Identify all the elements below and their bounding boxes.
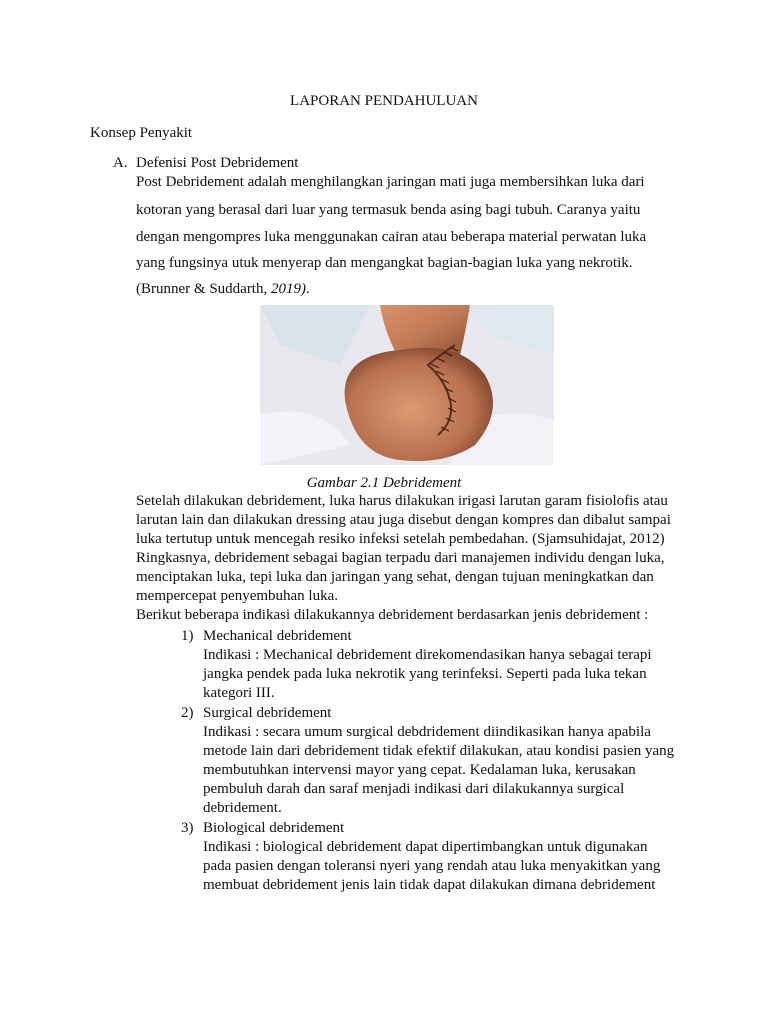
list-item-line: metode lain dari debridement tidak efektif dilakukan, atau kondisi pasien yang: [203, 743, 675, 759]
paragraph-line: Setelah dilakukan debridement, luka harus dilakukan irigasi larutan garam fisiolofis atau: [136, 493, 668, 509]
section-heading: Konsep Penyakit: [90, 125, 193, 141]
list-item-line: Indikasi : secara umum surgical debdridement diindikasikan hanya apabila: [203, 724, 651, 740]
list-item-line: pembuluh darah dan saraf menjadi indikasi dari dilakukannya surgical: [203, 781, 625, 797]
debridement-photo-illustration: [260, 305, 554, 465]
list-item-line: membuat debridement jenis lain tidak dapat dilakukan dimana debridement: [203, 877, 656, 893]
definition-line: kotoran yang berasal dari luar yang termasuk benda asing bagi tubuh. Caranya yaitu: [136, 202, 641, 218]
citation-year: 2019): [270, 281, 306, 297]
paragraph-line: Berikut beberapa indikasi dilakukannya debridement berdasarkan jenis debridement :: [136, 607, 649, 623]
list-item-line: jangka pendek pada luka nekrotik yang terinfeksi. Seperti pada luka tekan: [203, 666, 647, 682]
list-item-marker: 1): [181, 628, 194, 644]
list-item-line: membutuhkan intervensi mayor yang cepat. Kedalaman luka, kerusakan: [203, 762, 636, 778]
paragraph-line: larutan lain dan dilakukan dressing atau juga disebut dengan kompres dan dibalut sampai: [136, 512, 671, 528]
list-item-title: Biological debridement: [203, 820, 345, 836]
list-item-title: Mechanical debridement: [203, 628, 352, 644]
list-item-line: Indikasi : biological debridement dapat dipertimbangkan untuk digunakan: [203, 839, 648, 855]
subsection-title: Defenisi Post Debridement: [136, 155, 299, 171]
citation-end: .: [305, 281, 310, 297]
subsection-marker: A.: [113, 155, 128, 171]
definition-line: yang fungsinya utuk menyerap dan mengangkat bagian-bagian luka yang nekrotik.: [136, 255, 633, 271]
definition-line: dengan mengompres luka menggunakan cairan atau beberapa material perwatan luka: [136, 229, 647, 245]
list-item-line: kategori III.: [203, 685, 275, 701]
list-item-line: Indikasi : Mechanical debridement direkomendasikan hanya sebagai terapi: [203, 647, 652, 663]
citation: [136, 280, 310, 298]
list-item-line: debridement.: [203, 800, 282, 816]
list-item-marker: 2): [181, 705, 194, 721]
figure-caption: Gambar 2.1 Debridement: [306, 475, 462, 491]
list-item-marker: 3): [181, 820, 194, 836]
definition-line: Post Debridement adalah menghilangkan jaringan mati juga membersihkan luka dari: [136, 174, 645, 190]
paragraph-line: mempercepat penyembuhan luka.: [136, 588, 339, 604]
paragraph-line: menciptakan luka, tepi luka dan jaringan yang sehat, dengan tujuan meningkatkan dan: [136, 569, 654, 585]
citation-author: (Brunner & Suddarth,: [136, 281, 271, 297]
debridement-photo: [260, 305, 554, 465]
list-item-title: Surgical debridement: [203, 705, 332, 721]
paragraph-line: luka tertutup untuk mencegah resiko infeksi setelah pembedahan. (Sjamsuhidajat, 2012): [136, 531, 665, 547]
paragraph-line: Ringkasnya, debridement sebagai bagian terpadu dari manajemen individu dengan luka,: [136, 550, 665, 566]
list-item-line: pada pasien dengan toleransi nyeri yang rendah atau luka menyakitkan yang: [203, 858, 661, 874]
document-title: LAPORAN PENDAHULUAN: [290, 93, 478, 109]
